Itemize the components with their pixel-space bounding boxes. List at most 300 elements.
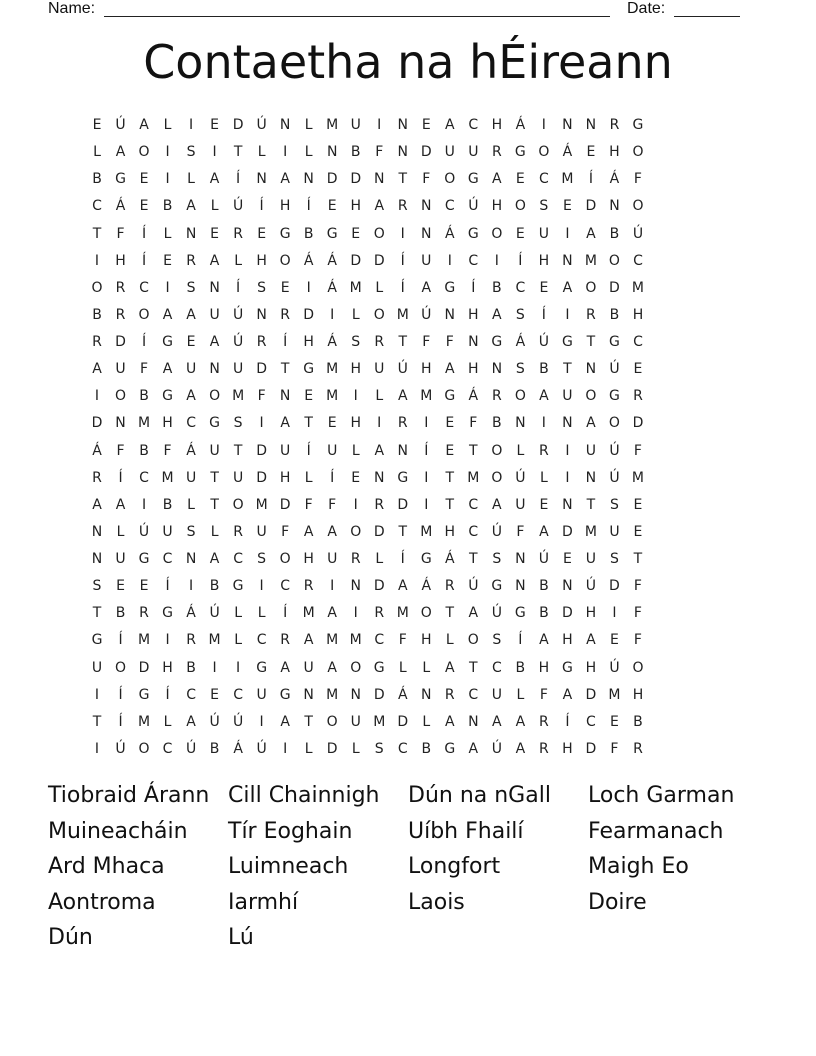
grid-letter[interactable]: D: [585, 198, 597, 215]
grid-letter[interactable]: A: [280, 659, 290, 676]
grid-letter[interactable]: T: [210, 469, 219, 486]
grid-letter[interactable]: G: [162, 388, 173, 405]
grid-letter[interactable]: Ú: [209, 713, 220, 730]
grid-letter[interactable]: Í: [283, 605, 288, 622]
grid-letter[interactable]: I: [330, 578, 335, 595]
grid-letter[interactable]: C: [444, 198, 455, 215]
grid-letter[interactable]: O: [350, 523, 362, 540]
grid-letter[interactable]: T: [469, 551, 478, 568]
grid-letter[interactable]: T: [92, 605, 102, 622]
grid-letter[interactable]: M: [255, 496, 268, 513]
grid-letter[interactable]: S: [92, 578, 102, 595]
grid-letter[interactable]: D: [373, 578, 385, 595]
grid-letter[interactable]: D: [420, 144, 432, 161]
grid-letter[interactable]: Í: [471, 279, 476, 296]
grid-letter[interactable]: A: [186, 388, 196, 405]
grid-letter[interactable]: N: [91, 551, 103, 568]
grid-letter[interactable]: H: [585, 659, 597, 676]
grid-letter[interactable]: C: [538, 171, 549, 188]
grid-letter[interactable]: E: [562, 198, 572, 215]
grid-letter[interactable]: E: [515, 171, 525, 188]
grid-letter[interactable]: F: [375, 144, 384, 161]
grid-letter[interactable]: O: [232, 496, 244, 513]
grid-letter[interactable]: R: [233, 225, 243, 242]
grid-letter[interactable]: A: [397, 388, 408, 405]
grid-letter[interactable]: G: [444, 740, 456, 757]
grid-letter[interactable]: Ú: [397, 361, 408, 378]
grid-letter[interactable]: O: [138, 740, 150, 757]
grid-letter[interactable]: O: [491, 225, 503, 242]
grid-letter[interactable]: Ú: [491, 740, 502, 757]
grid-letter[interactable]: I: [94, 740, 100, 757]
grid-letter[interactable]: G: [561, 334, 573, 351]
grid-letter[interactable]: A: [539, 523, 549, 540]
grid-letter[interactable]: C: [162, 551, 173, 568]
grid-letter[interactable]: C: [491, 659, 502, 676]
grid-letter[interactable]: B: [115, 605, 126, 622]
grid-letter[interactable]: N: [350, 686, 361, 703]
grid-letter[interactable]: E: [210, 225, 220, 242]
grid-letter[interactable]: U: [515, 496, 526, 513]
grid-letter[interactable]: H: [279, 198, 291, 215]
grid-letter[interactable]: Ú: [185, 740, 197, 757]
grid-letter[interactable]: G: [209, 415, 221, 432]
grid-letter[interactable]: H: [279, 469, 291, 486]
grid-letter[interactable]: C: [515, 279, 526, 296]
grid-letter[interactable]: Á: [397, 686, 408, 703]
grid-letter[interactable]: G: [609, 334, 620, 351]
grid-letter[interactable]: Ú: [468, 198, 479, 215]
grid-letter[interactable]: I: [377, 117, 382, 133]
grid-letter[interactable]: D: [256, 361, 268, 378]
grid-letter[interactable]: L: [234, 252, 243, 269]
grid-letter[interactable]: D: [326, 740, 338, 757]
grid-letter[interactable]: G: [115, 171, 126, 188]
grid-letter[interactable]: L: [234, 632, 243, 649]
grid-letter[interactable]: T: [233, 442, 243, 459]
grid-letter[interactable]: Í: [165, 578, 170, 595]
grid-letter[interactable]: Ú: [115, 740, 126, 757]
grid-letter[interactable]: M: [467, 469, 480, 486]
grid-letter[interactable]: E: [445, 442, 455, 459]
grid-letter[interactable]: B: [539, 578, 549, 595]
grid-letter[interactable]: R: [397, 415, 408, 432]
grid-letter[interactable]: I: [565, 469, 570, 486]
grid-letter[interactable]: R: [374, 605, 385, 622]
grid-letter[interactable]: Í: [118, 469, 123, 486]
grid-letter[interactable]: T: [586, 496, 596, 513]
grid-letter[interactable]: C: [374, 632, 385, 649]
grid-letter[interactable]: O: [632, 198, 644, 215]
grid-letter[interactable]: I: [353, 388, 358, 405]
grid-letter[interactable]: O: [632, 659, 644, 676]
grid-letter[interactable]: A: [92, 361, 102, 378]
grid-letter[interactable]: B: [609, 225, 620, 242]
grid-letter[interactable]: L: [210, 523, 219, 540]
grid-letter[interactable]: O: [138, 144, 150, 161]
grid-letter[interactable]: R: [539, 442, 549, 459]
grid-letter[interactable]: M: [561, 171, 574, 188]
grid-letter[interactable]: N: [350, 578, 361, 595]
grid-letter[interactable]: N: [585, 117, 597, 133]
grid-letter[interactable]: L: [351, 442, 360, 459]
grid-letter[interactable]: M: [137, 415, 151, 432]
grid-letter[interactable]: Á: [186, 442, 196, 459]
grid-letter[interactable]: O: [585, 388, 597, 405]
grid-letter[interactable]: L: [257, 144, 266, 161]
grid-letter[interactable]: L: [234, 605, 243, 622]
grid-letter[interactable]: O: [350, 659, 362, 676]
grid-letter[interactable]: O: [279, 551, 291, 568]
grid-letter[interactable]: R: [139, 605, 149, 622]
grid-letter[interactable]: Í: [141, 225, 147, 242]
grid-letter[interactable]: C: [468, 117, 479, 133]
grid-letter[interactable]: U: [327, 442, 338, 459]
grid-letter[interactable]: I: [565, 442, 570, 459]
grid-letter[interactable]: C: [92, 198, 102, 215]
grid-letter[interactable]: U: [562, 388, 573, 405]
grid-letter[interactable]: B: [421, 740, 432, 757]
grid-letter[interactable]: B: [139, 388, 149, 405]
grid-letter[interactable]: O: [585, 279, 597, 296]
grid-letter[interactable]: D: [350, 171, 362, 188]
grid-letter[interactable]: B: [492, 279, 502, 296]
grid-letter[interactable]: Í: [541, 306, 546, 323]
grid-letter[interactable]: Á: [186, 605, 196, 622]
grid-letter[interactable]: Ú: [232, 713, 244, 730]
grid-letter[interactable]: Á: [327, 252, 337, 269]
grid-letter[interactable]: E: [610, 632, 619, 649]
grid-letter[interactable]: O: [138, 306, 150, 323]
grid-letter[interactable]: A: [445, 659, 455, 676]
grid-letter[interactable]: E: [139, 578, 149, 595]
grid-letter[interactable]: N: [397, 442, 408, 459]
grid-letter[interactable]: N: [256, 306, 267, 323]
grid-letter[interactable]: M: [326, 388, 339, 405]
grid-letter[interactable]: B: [139, 442, 149, 459]
grid-letter[interactable]: I: [236, 659, 241, 676]
grid-letter[interactable]: I: [424, 469, 429, 486]
grid-letter[interactable]: H: [162, 659, 173, 676]
grid-letter[interactable]: M: [326, 686, 339, 703]
grid-letter[interactable]: Á: [233, 740, 243, 757]
grid-letter[interactable]: A: [327, 605, 337, 622]
grid-letter[interactable]: U: [115, 361, 126, 378]
grid-letter[interactable]: F: [422, 334, 431, 351]
grid-letter[interactable]: R: [186, 632, 196, 649]
grid-letter[interactable]: O: [91, 279, 103, 296]
grid-letter[interactable]: E: [351, 225, 361, 242]
grid-letter[interactable]: I: [259, 713, 264, 730]
grid-letter[interactable]: D: [397, 713, 409, 730]
grid-letter[interactable]: C: [139, 279, 149, 296]
grid-letter[interactable]: H: [350, 361, 361, 378]
grid-letter[interactable]: R: [444, 686, 455, 703]
grid-letter[interactable]: T: [563, 361, 572, 378]
grid-letter[interactable]: A: [468, 740, 479, 757]
grid-letter[interactable]: I: [212, 659, 217, 676]
grid-letter[interactable]: M: [326, 632, 339, 649]
grid-letter[interactable]: Ú: [609, 659, 620, 676]
grid-letter[interactable]: A: [209, 334, 220, 351]
grid-letter[interactable]: R: [491, 388, 502, 405]
grid-letter[interactable]: T: [398, 523, 408, 540]
grid-letter[interactable]: Í: [118, 713, 123, 730]
grid-letter[interactable]: E: [210, 686, 220, 703]
grid-letter[interactable]: M: [396, 605, 409, 622]
grid-letter[interactable]: I: [141, 496, 147, 513]
grid-letter[interactable]: U: [91, 659, 103, 676]
grid-letter[interactable]: A: [539, 632, 549, 649]
grid-letter[interactable]: G: [467, 225, 479, 242]
grid-letter[interactable]: Í: [400, 551, 405, 568]
grid-letter[interactable]: I: [189, 578, 194, 595]
grid-letter[interactable]: F: [633, 632, 642, 649]
grid-letter[interactable]: G: [444, 388, 456, 405]
grid-letter[interactable]: H: [162, 415, 173, 432]
grid-letter[interactable]: A: [186, 198, 196, 215]
grid-letter[interactable]: R: [397, 198, 408, 215]
grid-letter[interactable]: U: [232, 469, 244, 486]
grid-letter[interactable]: I: [212, 144, 217, 161]
grid-letter[interactable]: O: [420, 605, 432, 622]
grid-letter[interactable]: L: [116, 523, 125, 540]
grid-letter[interactable]: S: [609, 496, 619, 513]
grid-letter[interactable]: T: [586, 334, 596, 351]
grid-letter[interactable]: D: [279, 496, 291, 513]
grid-letter[interactable]: F: [445, 334, 454, 351]
grid-letter[interactable]: T: [233, 144, 243, 161]
grid-letter[interactable]: T: [304, 415, 313, 432]
grid-letter[interactable]: Í: [141, 334, 147, 351]
grid-letter[interactable]: O: [444, 171, 456, 188]
grid-letter[interactable]: L: [304, 469, 313, 486]
grid-letter[interactable]: B: [209, 578, 220, 595]
grid-letter[interactable]: M: [631, 279, 644, 296]
grid-letter[interactable]: U: [374, 361, 385, 378]
grid-letter[interactable]: Í: [118, 632, 123, 649]
grid-letter[interactable]: Í: [259, 198, 264, 215]
grid-letter[interactable]: N: [303, 686, 314, 703]
grid-letter[interactable]: I: [424, 496, 429, 513]
grid-letter[interactable]: Ú: [585, 578, 597, 595]
grid-letter[interactable]: Á: [609, 171, 620, 188]
grid-letter[interactable]: M: [137, 632, 151, 649]
grid-letter[interactable]: B: [539, 361, 549, 378]
grid-letter[interactable]: A: [515, 713, 526, 730]
grid-letter[interactable]: D: [632, 415, 644, 432]
grid-letter[interactable]: H: [538, 252, 550, 269]
grid-letter[interactable]: Á: [445, 225, 455, 242]
grid-letter[interactable]: R: [280, 306, 291, 323]
grid-letter[interactable]: D: [326, 171, 338, 188]
grid-letter[interactable]: O: [115, 659, 127, 676]
grid-letter[interactable]: G: [256, 659, 268, 676]
grid-letter[interactable]: A: [327, 659, 337, 676]
grid-letter[interactable]: T: [304, 713, 313, 730]
grid-letter[interactable]: E: [539, 496, 549, 513]
grid-letter[interactable]: D: [256, 442, 268, 459]
grid-letter[interactable]: D: [373, 523, 385, 540]
grid-letter[interactable]: C: [468, 523, 479, 540]
grid-letter[interactable]: E: [304, 388, 314, 405]
grid-letter[interactable]: C: [280, 578, 291, 595]
grid-letter[interactable]: A: [374, 198, 385, 215]
grid-letter[interactable]: D: [115, 334, 126, 351]
grid-letter[interactable]: O: [538, 144, 550, 161]
grid-letter[interactable]: G: [609, 388, 620, 405]
grid-letter[interactable]: I: [165, 144, 170, 161]
grid-letter[interactable]: N: [256, 171, 267, 188]
grid-letter[interactable]: D: [609, 279, 620, 296]
grid-letter[interactable]: R: [586, 306, 596, 323]
grid-letter[interactable]: Í: [424, 442, 429, 459]
grid-letter[interactable]: H: [562, 632, 573, 649]
grid-letter[interactable]: O: [115, 388, 127, 405]
grid-letter[interactable]: M: [608, 686, 621, 703]
grid-letter[interactable]: E: [586, 144, 596, 161]
grid-letter[interactable]: U: [327, 551, 338, 568]
grid-letter[interactable]: U: [585, 551, 597, 568]
grid-letter[interactable]: N: [209, 361, 220, 378]
grid-letter[interactable]: G: [373, 659, 385, 676]
grid-letter[interactable]: M: [232, 388, 245, 405]
grid-letter[interactable]: Ú: [421, 306, 432, 323]
grid-letter[interactable]: A: [327, 523, 337, 540]
grid-letter[interactable]: Í: [141, 252, 147, 269]
grid-letter[interactable]: Í: [236, 279, 241, 296]
grid-letter[interactable]: E: [421, 117, 431, 133]
grid-letter[interactable]: M: [326, 361, 339, 378]
grid-letter[interactable]: U: [280, 442, 291, 459]
grid-letter[interactable]: I: [165, 171, 170, 188]
grid-letter[interactable]: Ú: [491, 523, 502, 540]
grid-letter[interactable]: L: [422, 659, 431, 676]
grid-letter[interactable]: Á: [515, 117, 526, 133]
grid-letter[interactable]: A: [303, 632, 314, 649]
grid-letter[interactable]: U: [444, 144, 455, 161]
grid-letter[interactable]: F: [610, 740, 619, 757]
grid-letter[interactable]: E: [210, 117, 220, 133]
grid-letter[interactable]: I: [353, 496, 358, 513]
grid-letter[interactable]: R: [256, 334, 267, 351]
grid-letter[interactable]: A: [492, 171, 502, 188]
grid-letter[interactable]: D: [562, 605, 573, 622]
grid-letter[interactable]: A: [162, 306, 173, 323]
grid-letter[interactable]: G: [138, 686, 150, 703]
grid-letter[interactable]: A: [445, 713, 455, 730]
grid-letter[interactable]: A: [421, 279, 432, 296]
grid-letter[interactable]: A: [586, 632, 596, 649]
grid-letter[interactable]: Ú: [491, 605, 502, 622]
grid-letter[interactable]: U: [350, 117, 361, 133]
grid-letter[interactable]: M: [349, 279, 362, 296]
grid-letter[interactable]: M: [326, 117, 339, 133]
grid-letter[interactable]: L: [304, 117, 313, 133]
grid-letter[interactable]: O: [279, 252, 291, 269]
grid-letter[interactable]: M: [302, 605, 315, 622]
grid-letter[interactable]: I: [565, 225, 570, 242]
grid-letter[interactable]: A: [92, 496, 102, 513]
grid-letter[interactable]: I: [306, 279, 311, 296]
grid-letter[interactable]: A: [209, 252, 220, 269]
grid-letter[interactable]: M: [373, 713, 386, 730]
grid-letter[interactable]: O: [514, 198, 526, 215]
grid-letter[interactable]: D: [585, 740, 597, 757]
grid-letter[interactable]: G: [514, 605, 526, 622]
grid-letter[interactable]: D: [562, 523, 573, 540]
grid-letter[interactable]: I: [283, 144, 288, 161]
grid-letter[interactable]: I: [283, 740, 288, 757]
grid-letter[interactable]: A: [445, 117, 455, 133]
grid-letter[interactable]: B: [539, 605, 549, 622]
grid-letter[interactable]: Í: [518, 252, 523, 269]
grid-letter[interactable]: A: [209, 171, 220, 188]
grid-letter[interactable]: L: [210, 198, 219, 215]
grid-letter[interactable]: S: [539, 198, 549, 215]
grid-letter[interactable]: L: [163, 117, 172, 133]
grid-letter[interactable]: Ú: [115, 117, 126, 133]
grid-letter[interactable]: Ú: [138, 523, 150, 540]
grid-letter[interactable]: Í: [118, 686, 123, 703]
grid-letter[interactable]: G: [467, 171, 479, 188]
grid-letter[interactable]: E: [539, 279, 549, 296]
grid-letter[interactable]: R: [633, 740, 643, 757]
grid-letter[interactable]: H: [303, 551, 314, 568]
grid-letter[interactable]: M: [396, 306, 409, 323]
grid-letter[interactable]: N: [279, 117, 291, 133]
grid-letter[interactable]: N: [491, 361, 503, 378]
grid-letter[interactable]: I: [94, 252, 100, 269]
grid-letter[interactable]: A: [303, 523, 314, 540]
grid-letter[interactable]: E: [139, 171, 149, 188]
grid-letter[interactable]: L: [516, 686, 525, 703]
grid-letter[interactable]: Ú: [632, 225, 644, 242]
grid-letter[interactable]: M: [161, 469, 174, 486]
grid-letter[interactable]: H: [421, 632, 432, 649]
grid-letter[interactable]: I: [424, 415, 429, 432]
grid-letter[interactable]: U: [185, 361, 197, 378]
grid-letter[interactable]: R: [115, 306, 126, 323]
grid-letter[interactable]: R: [444, 578, 455, 595]
grid-letter[interactable]: N: [209, 279, 220, 296]
grid-letter[interactable]: B: [609, 306, 620, 323]
grid-letter[interactable]: C: [256, 632, 267, 649]
grid-letter[interactable]: G: [632, 117, 644, 133]
grid-letter[interactable]: E: [445, 415, 455, 432]
grid-letter[interactable]: Á: [421, 578, 432, 595]
grid-letter[interactable]: U: [350, 713, 361, 730]
grid-letter[interactable]: Í: [565, 713, 570, 730]
grid-letter[interactable]: R: [539, 740, 549, 757]
grid-letter[interactable]: D: [609, 578, 620, 595]
grid-letter[interactable]: F: [281, 523, 290, 540]
grid-letter[interactable]: A: [186, 306, 196, 323]
grid-letter[interactable]: A: [492, 496, 502, 513]
grid-letter[interactable]: U: [115, 551, 126, 568]
grid-letter[interactable]: B: [92, 306, 102, 323]
grid-letter[interactable]: L: [163, 225, 172, 242]
grid-letter[interactable]: H: [632, 306, 644, 323]
grid-letter[interactable]: T: [210, 496, 219, 513]
grid-letter[interactable]: I: [165, 279, 170, 296]
grid-letter[interactable]: I: [94, 388, 100, 405]
grid-letter[interactable]: Í: [400, 279, 405, 296]
grid-letter[interactable]: U: [468, 144, 479, 161]
grid-letter[interactable]: M: [137, 713, 151, 730]
grid-letter[interactable]: N: [515, 578, 526, 595]
grid-letter[interactable]: L: [375, 551, 384, 568]
